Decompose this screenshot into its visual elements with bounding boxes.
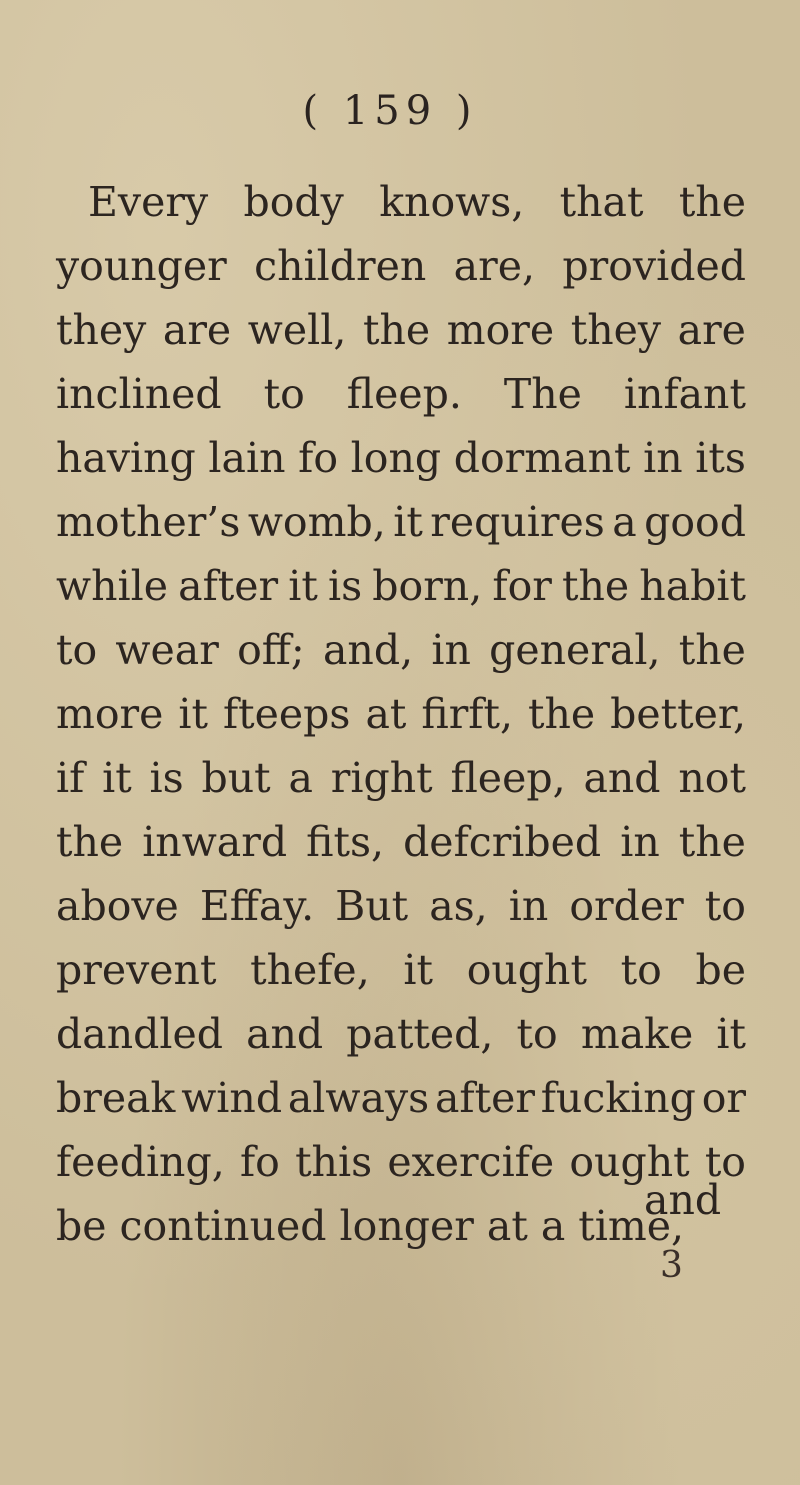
signature-mark: 3 <box>660 1245 683 1286</box>
text-line: dandled and patted, to make it <box>56 1010 746 1058</box>
text-line: mother’s womb, it requires a good <box>56 498 746 546</box>
page-number: ( 159 ) <box>302 88 478 134</box>
catchword: and <box>644 1176 722 1224</box>
text-line: the inward fits, defcribed in the <box>56 818 746 866</box>
text-line: feeding, fo this exercife ought to <box>56 1138 746 1186</box>
text-line: inclined to fleep. The infant <box>56 370 746 418</box>
text-line: break wind always after fucking or <box>56 1074 746 1122</box>
text-line: more it fteeps at firft, the better, <box>56 690 746 738</box>
text-line: they are well, the more they are <box>56 306 746 354</box>
text-line: be continued longer at a time, <box>56 1202 685 1250</box>
text-line: if it is but a right fleep, and not <box>56 754 746 802</box>
text-line: prevent thefe, it ought to be <box>56 946 746 994</box>
text-line: having lain fo long dormant in its <box>56 434 746 482</box>
text-line: above Effay. But as, in order to <box>56 882 746 930</box>
text-body <box>56 170 746 1258</box>
text-line: to wear off; and, in general, the <box>56 626 746 674</box>
text-line: while after it is born, for the habit <box>56 562 746 610</box>
text-line: younger children are, provided <box>56 242 746 290</box>
text-line: Every body knows, that the <box>88 178 746 226</box>
